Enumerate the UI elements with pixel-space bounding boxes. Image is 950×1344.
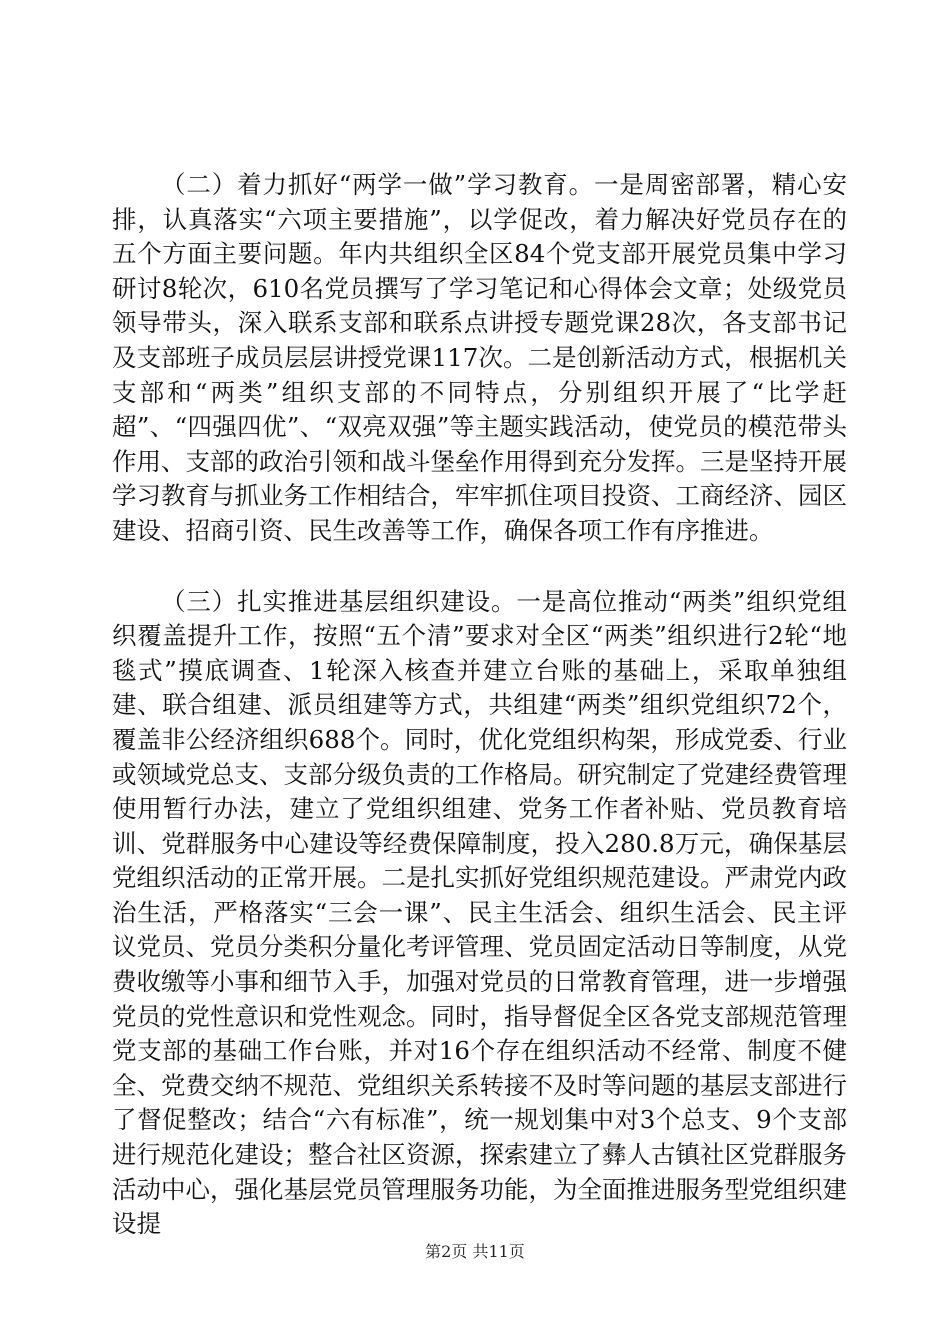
document-body bbox=[112, 168, 847, 1242]
paragraph-grassroots-organization: （三）扎实推进基层组织建设。一是高位推动“两类”组织党组织覆盖提升工作，按照“五个清”要求对全区“两类”组织进行2轮“地毯式”摸底调查、1轮深入核查并建立台账的基础上，采取单独组建、联合组建、派员组建等方式，共组建“两类”组织党组织72个，覆盖非公经济组织688个。同时，优化党组织构架，形成党委、行业或领域党总支、支部分级负责的工作格局。研究制定了党建经费管理使用暂行办法，建立了党组织组建、党务工作者补贴、党员教育培训、党群服务中心建设等经费保障制度，投入280.8万元，确保基层党组织活动的正常开展。二是扎实抓好党组织规范建设。严肃党内政治生活，严格落实“三会一课”、民主生活会、组织生活会、民主评议党员、党员分类积分量化考评管理、党员固定活动日等制度，从党费收缴等小事和细节入手，加强对党员的日常教育管理，进一步增强党员的党性意识和党性观念。同时，指导督促全区各党支部规范管理党支部的基础工作台账，并对16个存在组织活动不经常、制度不健全、党费交纳不规范、党组织关系转接不及时等问题的基层支部进行了督促整改；结合“六有标准”，统一规划集中对3个总支、9个支部进行规范化建设；整合社区资源，探索建立了彝人古镇社区党群服务活动中心，强化基层党员管理服务功能，为全面推进服务型党组织建设提 bbox=[112, 586, 847, 1239]
page-footer: 第2页 共11页 bbox=[425, 1242, 525, 1261]
paragraph-two-learn-one-do: （二）着力抓好“两学一做”学习教育。一是周密部署，精心安排，认真落实“六项主要措施”，以学促改，着力解决好党员存在的五个方面主要问题。年内共组织全区84个党支部开展党员集中学习研讨8轮次，610名党员撰写了学习笔记和心得体会文章；处级党员领导带头，深入联系支部和联系点讲授专题党课28次，各支部书记及支部班子成员层层讲授党课117次。二是创新活动方式，根据机关支部和“两类”组织支部的不同特点，分别组织开展了“比学赶超”、“四强四优”、“双亮双强”等主题实践活动，使党员的模范带头作用、支部的政治引领和战斗堡垒作用得到充分发挥。三是坚持开展学习教育与抓业务工作相结合，牢牢抓住项目投资、工商经济、园区建设、招商引资、民生改善等工作，确保各项工作有序推进。 bbox=[112, 170, 847, 545]
